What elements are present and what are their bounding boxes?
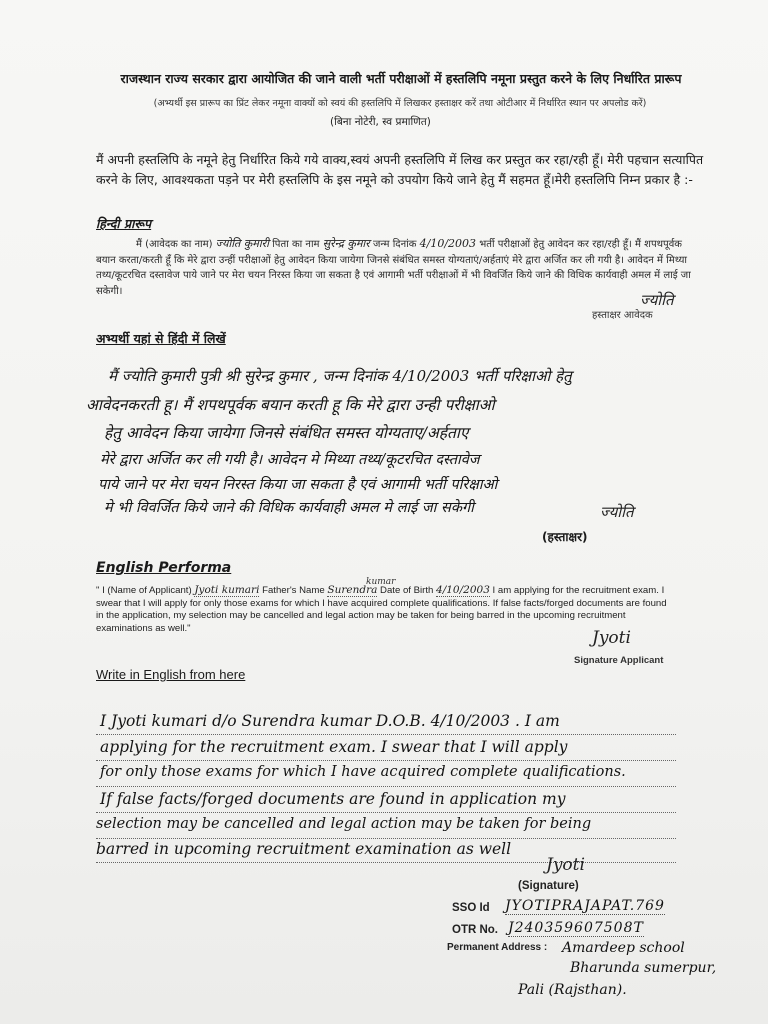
hindi-dob-fill: 4/10/2003 [419, 237, 477, 250]
hindi-format-body: भर्ती परीक्षाओं हेतु आवेदन कर रहा/रही हूँ। मैं शपथपूर्वक बयान करता/करती हूँ कि मेरे द्वारा उन्हीं परीक्षाओं हेतु आवेदन किया जायेगा जिनसे संबंधित समस्त योग्यताएं/अर्हताएं मेरे द्वारा अर्जित कर ली गयी है। आवेदन में मिथ्या तथ्य/कूटरचित दस्तावेज पाये जाने पर मेरा चयन निरस्त किया जा सकता है एवं आगामी भर्ती परीक्षाओं में भी विवर्जित किये जाने की विधिक कार्यवाही अमल में लाई जा सकेगी। [96, 239, 691, 297]
hindi-name-fill: ज्योति कुमारी [215, 237, 270, 250]
english-father-fill-above: kumar [366, 577, 396, 587]
form-note: (बिना नोटेरी, स्व प्रमाणित) [330, 116, 431, 128]
english-write-signature: Jyoti [546, 855, 585, 875]
declaration-text: मैं अपनी हस्तलिपि के नमूने हेतु निर्धारित किये गये वाक्य,स्वयं अपनी हस्तलिपि में लिख कर प्रस्तुत कर रहा/रही हूँ। मेरी पहचान सत्यापित करने के लिए, आवश्यकता पड़ने पर मेरी हस्तलिपि के इस नमूने को उपयोग किये जाने हेतु मैं सहमत हूँ।मेरी हस्तलिपि निम्न प्रकार है :- [96, 152, 704, 187]
english-hand-line-6: barred in upcoming recruitment examination as well [96, 840, 512, 858]
writing-guide-line [96, 838, 676, 839]
english-hand-line-2: applying for the recruitment exam. I swear that I will apply [100, 738, 568, 756]
writing-guide-line [96, 862, 676, 863]
hindi-hand-line-2: आवेदनकरती हू। मैं शपथपूर्वक बयान करती हू कि मेरे द्वारा उन्ही परीक्षाओ [86, 396, 495, 414]
english-dob-label: Date of Birth [380, 585, 434, 596]
hindi-dob-label: जन्म दिनांक [372, 239, 417, 250]
english-hand-line-1: I Jyoti kumari d/o Surendra kumar D.O.B. 4/10/2003 . I am [100, 712, 560, 730]
address-line-3: Pali (Rajsthan). [518, 982, 627, 998]
english-format-text [96, 584, 676, 635]
english-name-fill: Jyoti kumari [194, 584, 260, 596]
address-label: Permanent Address : [447, 942, 548, 953]
hindi-write-signature-label: (हस्ताक्षर) [542, 530, 588, 544]
hindi-format-signature: ज्योति [640, 291, 674, 309]
english-father-fill: Surendra [327, 584, 378, 596]
english-write-label: Write in English from here [96, 667, 246, 682]
english-format-signature-label: Signature Applicant [574, 655, 664, 666]
hindi-father-fill: सुरेन्द्र कुमार [322, 237, 370, 250]
otr-no-label: OTR No. [452, 924, 498, 936]
hindi-hand-line-6: मे भी विवर्जित किये जाने की विधिक कार्यवाही अमल मे लाई जा सकेगी [104, 500, 474, 516]
sso-id-value: JYOTIPRAJAPAT.769 [505, 898, 665, 914]
writing-guide-line [96, 760, 676, 761]
hindi-format-title: हिन्दी प्रारूप [96, 216, 152, 231]
hindi-format-signature-label: हस्ताक्षर आवेदक [592, 310, 653, 321]
english-father-label: Father's Name [262, 585, 325, 596]
sso-id-label: SSO Id [452, 902, 490, 914]
english-dob-fill: 4/10/2003 [436, 584, 490, 596]
english-format-body: I am applying for the recruitment exam. I swear that I will apply for only those exams for which I have acquired complete qualifications. If false facts/forged documents are found in the application, my selection may be cancelled and legal action may be taken for being barred in the upcoming recruitment examinations as well." [96, 585, 667, 634]
hindi-hand-line-3: हेतु आवेदन किया जायेगा जिनसे संबंधित समस्त योग्यताए/अर्हताए [104, 424, 469, 442]
hindi-write-signature: ज्योति [600, 503, 634, 521]
english-hand-line-3: for only those exams for which I have acquired complete qualifications. [100, 764, 626, 780]
hindi-hand-line-1: मैं ज्योति कुमारी पुत्री श्री सुरेन्द्र कुमार , जन्म दिनांक 4/10/2003 भर्ती परिक्षाओ हेतु [108, 367, 572, 385]
hindi-hand-line-5: पाये जाने पर मेरा चयन निरस्त किया जा सकता है एवं आगामी भर्ती परिक्षाओ [98, 477, 498, 493]
form-instruction: (अभ्यर्थी इस प्रारूप का प्रिंट लेकर नमूना वाक्यों को स्वयं की हस्तलिपि में लिखकर हस्ताक्षर करें तथा ओटीआर में निर्धारित स्थान पर अपलोड करें) [153, 98, 647, 109]
english-name-label: " I (Name of Applicant) [96, 585, 192, 596]
form-title: राजस्थान राज्य सरकार द्वारा आयोजित की जाने वाली भर्ती परीक्षाओं में हस्तलिपि नमूना प्रस्तुत करने के लिए निर्धारित प्रारूप [120, 71, 682, 86]
writing-guide-line [96, 786, 676, 787]
hindi-format-text [96, 236, 696, 299]
writing-guide-line [96, 734, 676, 735]
english-write-signature-label: (Signature) [518, 880, 579, 892]
english-hand-line-4: If false facts/forged documents are found in application my [100, 790, 566, 808]
hindi-father-label: पिता का नाम [272, 239, 320, 250]
hindi-write-label: अभ्यर्थी यहां से हिंदी में लिखें [96, 331, 226, 346]
address-line-2: Bharunda sumerpur, [570, 960, 717, 976]
english-format-signature: Jyoti [592, 628, 631, 648]
address-line-1: Amardeep school [562, 940, 685, 956]
hindi-name-label: मैं (आवेदक का नाम) [136, 239, 213, 250]
english-format-title: English Performa [96, 560, 232, 576]
writing-guide-line [96, 812, 676, 813]
english-hand-line-5: selection may be cancelled and legal action may be taken for being [96, 816, 592, 832]
hindi-hand-line-4: मेरे द्वारा अर्जित कर ली गयी है। आवेदन मे मिथ्या तथ्य/कूटरचित दस्तावेज [100, 452, 480, 468]
otr-no-value: J240359607508T [508, 920, 644, 936]
